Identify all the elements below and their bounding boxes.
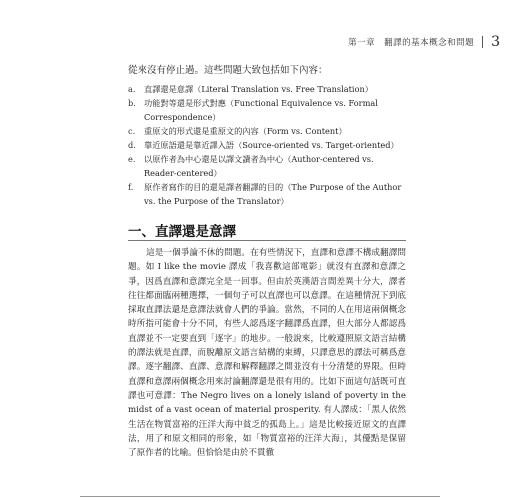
list-item <box>128 138 408 152</box>
list-item-text: 以原作者為中心還是以譯文讀者為中心（Author-centered vs. Reader-centered） <box>144 154 374 178</box>
list-item-text: 原作者寫作的目的還是譯者翻譯的目的（The Purpose of the Author vs. the Purpose of the Translator） <box>144 182 402 206</box>
body-paragraph-text: 這是一個爭論不休的問題。在有些情況下，直譯和意譯不構成翻譯問題。如 I like the movie 譯成「我喜歡這部電影」就沒有直譯和意譯之爭，因爲直譯和意譯完全是一回事。但由於英漢語言間差異十分大，譯者往往都面臨兩種選擇，一個句子可以直譯也可以意譯。在這種情況下到底採取直譯法還是意譯法就會人們的爭論。當然，不同的人在用這兩個概念時所指可能會十分不同，有些人認爲逐字翻譯爲直譯，但大部分人都認爲直譯並不一定要直到「逐字」的地步。一般說來，比較遵照原文語言結構的譯法就是直譯，而脫離原文語言結構的束縛，只譯意思的譯法可稱爲意譯。逐字翻譯、直譯、意譯和解釋翻譯之間並沒有十分清楚的界限。但時直譯和意譯兩個概念用來討論翻譯還是很有用的。比如下面這句話既可直譯也可意譯：The Negro lives on a lonely island of poverty in the midst of a vast ocean of material prosperity. 有人譯成：「黑人依然生活在物質富裕的汪洋大海中貧乏的孤島上。」這是比較接近原文的直譯法，用了和原文相同的形象，如「物質富裕的汪洋大海」，其優點是保留了原作者的比喻。但恰恰是由於不貫徹 <box>128 248 406 459</box>
body-paragraph <box>128 246 406 460</box>
page-bottom-rule <box>80 496 440 497</box>
header-divider <box>482 36 483 48</box>
list-item <box>128 96 408 124</box>
list-item-text: 直譯還是意譯（Literal Translation vs. Free Translation） <box>144 84 373 94</box>
section-underline <box>128 240 406 241</box>
intro-text: 從來沒有停止過。這些問題大致包括如下內容： <box>128 65 328 76</box>
list-marker: c. <box>128 126 136 136</box>
page-number: 3 <box>491 34 500 50</box>
list-item-text: 重原文的形式還是重原文的內容（Form vs. Content） <box>144 126 347 136</box>
list-item-text: 功能對等還是形式對應（Functional Equivalence vs. Formal Correspondence） <box>144 98 378 122</box>
list-marker: b. <box>128 98 136 108</box>
section-body <box>128 246 406 460</box>
list-marker: d. <box>128 140 136 150</box>
list-item <box>128 124 408 138</box>
list-marker: e. <box>128 154 136 164</box>
issue-list <box>128 82 408 208</box>
list-item <box>128 82 408 96</box>
running-title: 第一章 翻譯的基本概念和問題 <box>348 38 475 48</box>
section-title: 一、直譯還是意譯 <box>128 224 236 240</box>
list-item <box>128 152 408 180</box>
list-item <box>128 180 408 208</box>
running-header <box>348 34 500 50</box>
list-item-text: 靠近原語還是靠近譯入語（Source-oriented vs. Target-oriented） <box>144 140 399 150</box>
list-marker: f. <box>128 182 134 192</box>
list-marker: a. <box>128 84 136 94</box>
